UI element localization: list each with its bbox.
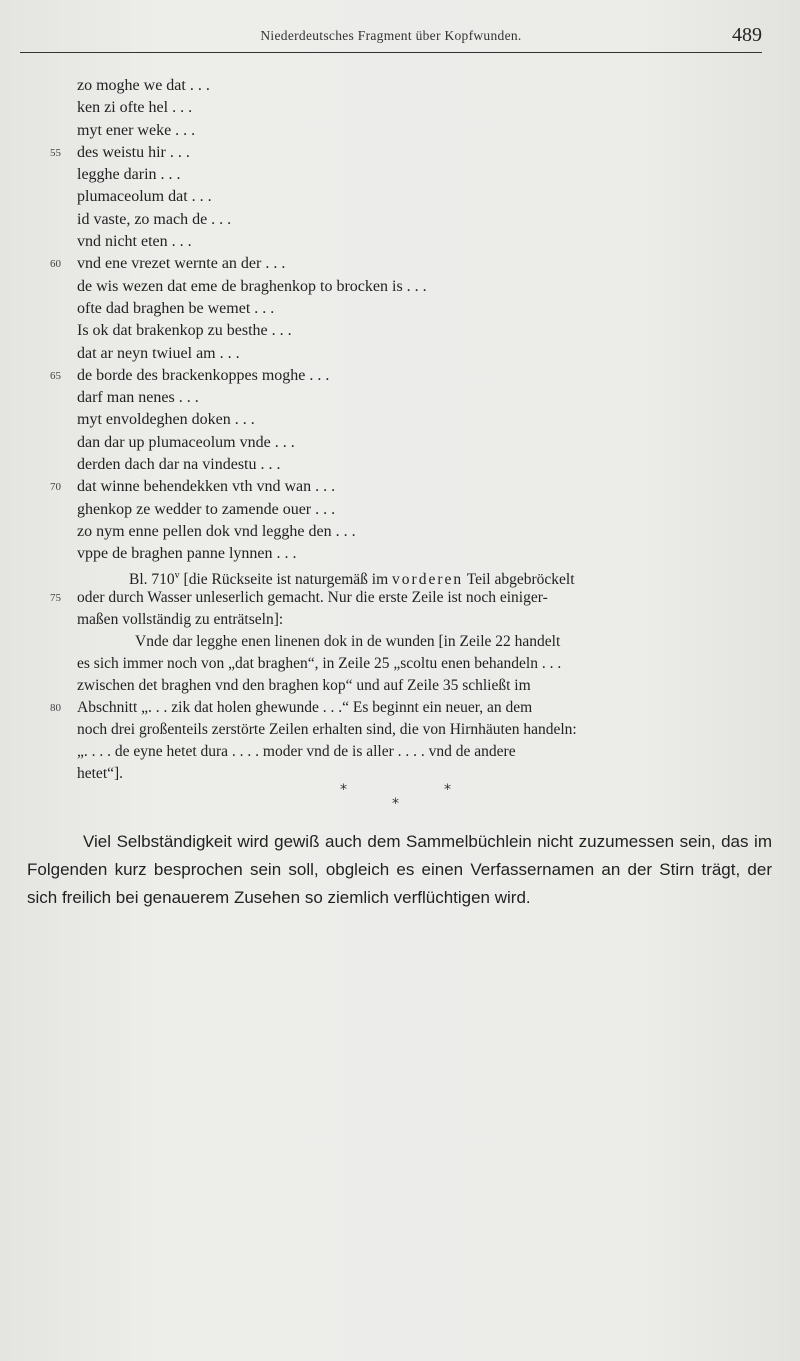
verse-text: vnd ene vrezet wernte an der . . . bbox=[77, 255, 286, 273]
verse-line bbox=[0, 476, 800, 498]
line-number-80: 80 bbox=[50, 702, 61, 714]
verse-line bbox=[0, 186, 800, 208]
note-line-10: hetet“]. bbox=[77, 765, 124, 782]
note-line-7: Abschnitt „. . . zik dat holen ghewunde . . .“ Es beginnt ein neuer, an dem bbox=[77, 699, 533, 716]
verse-line bbox=[0, 521, 800, 543]
note-line-1: Bl. 710$^v$ [die Rückseite ist naturgemäß im vorderen Teil abgebröckelt bbox=[129, 570, 575, 589]
verse-text: des weistu hir . . . bbox=[77, 143, 190, 161]
verse-line bbox=[0, 164, 800, 186]
note-line-8: noch drei großenteils zerstörte Zeilen erhalten sind, die von Hirnhäuten handeln: bbox=[77, 721, 577, 738]
verse-text: dan dar up plumaceolum vnde . . . bbox=[77, 433, 295, 451]
verse-text: ghenkop ze wedder to zamende ouer . . . bbox=[77, 500, 336, 518]
verse-line bbox=[0, 409, 800, 431]
verse-line bbox=[0, 499, 800, 521]
verse-line bbox=[0, 253, 800, 275]
verse-text: ken zi ofte hel . . . bbox=[77, 99, 193, 117]
line-number-75: 75 bbox=[50, 592, 61, 604]
verse-text: derden dach dar na vindestu . . . bbox=[77, 456, 281, 474]
verse-line bbox=[0, 454, 800, 476]
verse-line bbox=[0, 231, 800, 253]
verse-text: vnd nicht eten . . . bbox=[77, 233, 192, 251]
line-number: 65 bbox=[50, 369, 61, 382]
verse-list bbox=[0, 75, 800, 566]
line-number: 55 bbox=[50, 146, 61, 159]
separator-star: * bbox=[340, 782, 347, 798]
verse-text: ofte dad braghen be wemet . . . bbox=[77, 299, 275, 317]
page-number: 489 bbox=[732, 24, 762, 46]
verse-text: id vaste, zo mach de . . . bbox=[77, 210, 232, 228]
note-line-5: es sich immer noch von „dat braghen“, in Zeile 25 „scoltu enen behandeln . . . bbox=[77, 655, 562, 672]
verse-line bbox=[0, 320, 800, 342]
verse-text: legghe darin . . . bbox=[77, 166, 181, 184]
note-line-4: Vnde dar legghe enen linenen dok in de wunden [in Zeile 22 handelt bbox=[135, 633, 561, 650]
verse-text: myt ener weke . . . bbox=[77, 121, 196, 139]
separator-star: * bbox=[392, 796, 399, 812]
verse-text: dat ar neyn twiuel am . . . bbox=[77, 344, 240, 362]
verse-text: zo moghe we dat . . . bbox=[77, 77, 210, 94]
line-number: 60 bbox=[50, 258, 61, 271]
note-line-3: maßen vollständig zu enträtseln]: bbox=[77, 611, 284, 628]
verse-line bbox=[0, 298, 800, 320]
note-line-6: zwischen det braghen vnd den braghen kop“ und auf Zeile 35 schließt im bbox=[77, 677, 531, 694]
note-line-9: „. . . . de eyne hetet dura . . . . moder vnd de is aller . . . . vnd de andere bbox=[77, 743, 516, 760]
verse-text: de borde des brackenkoppes moghe . . . bbox=[77, 366, 330, 384]
verse-line bbox=[0, 75, 800, 97]
verse-line bbox=[0, 543, 800, 565]
verse-text: zo nym enne pellen dok vnd legghe den . . . bbox=[77, 522, 356, 540]
verse-text: darf man nenes . . . bbox=[77, 389, 199, 407]
verse-line bbox=[0, 142, 800, 164]
verse-line bbox=[0, 276, 800, 298]
verse-line bbox=[0, 120, 800, 142]
verse-text: Is ok dat brakenkop zu besthe . . . bbox=[77, 322, 292, 340]
note-line-2: oder durch Wasser unleserlich gemacht. Nur die erste Zeile ist noch einiger- bbox=[77, 589, 548, 606]
body-paragraph: Viel Selbständigkeit wird gewiß auch dem Sammelbüchlein nicht zuzumessen sein, das im Folgenden kurz besprochen sein soll, obgleich es einen Verfassernamen an der Stirn trägt, der sich freilich bei genauerem Zusehen so ziemlich verflüchtigen wird. bbox=[27, 832, 772, 907]
verse-text: myt envoldeghen doken . . . bbox=[77, 411, 255, 429]
verse-line bbox=[0, 365, 800, 387]
running-head bbox=[20, 22, 762, 53]
verse-text: dat winne behendekken vth vnd wan . . . bbox=[77, 478, 336, 496]
verse-line bbox=[0, 387, 800, 409]
verse-text: vppe de braghen panne lynnen . . . bbox=[77, 545, 297, 563]
separator-star: * bbox=[444, 782, 451, 798]
verse-text: plumaceolum dat . . . bbox=[77, 188, 212, 206]
verse-text: de wis wezen dat eme de braghenkop to brocken is . . . bbox=[77, 277, 427, 295]
verse-line bbox=[0, 432, 800, 454]
verse-line bbox=[0, 343, 800, 365]
running-title: Niederdeutsches Fragment über Kopfwunden. bbox=[260, 28, 522, 43]
line-number: 70 bbox=[50, 481, 61, 494]
verse-line bbox=[0, 209, 800, 231]
verse-line bbox=[0, 97, 800, 119]
